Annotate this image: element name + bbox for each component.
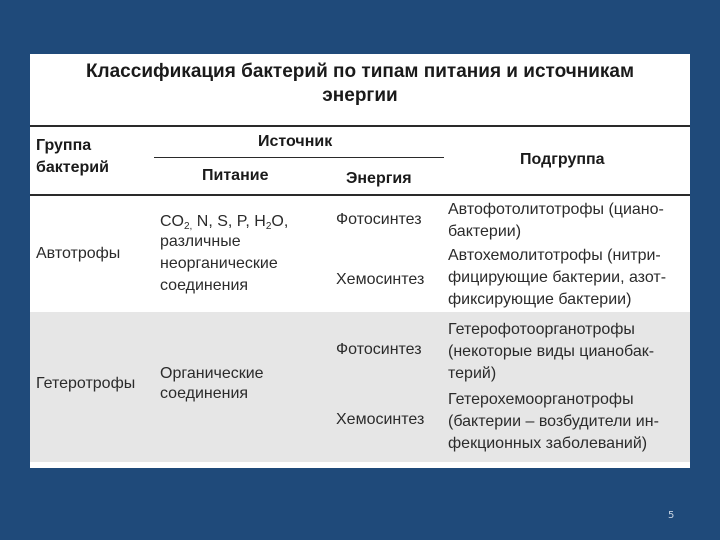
heterotrophs-subgroup-2-line-2: (бактерии – возбудители ин- — [448, 413, 659, 430]
formula-mid: N, S, P, H — [192, 213, 266, 230]
heterotrophs-subgroup-2-line-1: Гетерохемоорганотрофы — [448, 391, 634, 408]
autotrophs-nutrition-line-2: различные — [160, 233, 241, 250]
header-source: Источник — [258, 133, 333, 150]
header-top-rule — [30, 125, 690, 127]
formula-co-subscript: 2, — [184, 221, 193, 232]
autotrophs-energy-photo: Фотосинтез — [336, 211, 422, 228]
formula-co: CO — [160, 213, 184, 230]
header-bottom-rule — [30, 194, 690, 196]
heterotrophs-subgroup-1-line-1: Гетерофотоорганотрофы — [448, 321, 635, 338]
autotrophs-subgroup-1-line-2: бактерии) — [448, 223, 522, 240]
title-line-2: энергии — [322, 85, 398, 106]
page-number: 5 — [668, 510, 675, 521]
header-subgroup: Подгруппа — [520, 151, 605, 168]
autotrophs-subgroup-1-line-1: Автофотолитотрофы (циано- — [448, 201, 664, 218]
autotrophs-nutrition-line-3: неорганические — [160, 255, 278, 272]
heterotrophs-nutrition-line-1: Органические — [160, 365, 264, 382]
heterotrophs-subgroup-2-line-3: фекционных заболеваний) — [448, 435, 648, 452]
title-line-1: Классификация бактерий по типам питания и источникам — [85, 61, 635, 82]
header-nutrition: Питание — [202, 167, 269, 184]
heterotrophs-group: Гетеротрофы — [36, 375, 136, 392]
autotrophs-subgroup-2-line-3: фиксирующие бактерии) — [448, 291, 632, 308]
header-energy: Энергия — [346, 170, 412, 187]
heterotrophs-subgroup-1-line-3: терий) — [448, 365, 497, 382]
header-group-line-1: Группа — [36, 137, 92, 154]
heterotrophs-energy-photo: Фотосинтез — [336, 341, 422, 358]
formula-h-subscript: 2 — [265, 221, 272, 232]
heterotrophs-energy-chemo: Хемосинтез — [336, 411, 425, 428]
header-group-line-2: бактерий — [36, 159, 109, 176]
heterotrophs-subgroup-1-line-2: (некоторые виды цианобак- — [448, 343, 655, 360]
source-underline — [154, 157, 444, 158]
slide-content — [30, 54, 690, 468]
autotrophs-subgroup-2-line-2: фицирующие бактерии, азот- — [448, 269, 667, 286]
autotrophs-subgroup-2-line-1: Автохемолитотрофы (нитри- — [448, 247, 661, 264]
autotrophs-group: Автотрофы — [36, 245, 121, 262]
table-title — [30, 60, 690, 108]
autotrophs-nutrition-line-4: соединения — [160, 277, 249, 294]
formula-end: O, — [271, 213, 289, 230]
heterotrophs-nutrition-line-2: соединения — [160, 385, 249, 402]
autotrophs-energy-chemo: Хемосинтез — [336, 271, 425, 288]
